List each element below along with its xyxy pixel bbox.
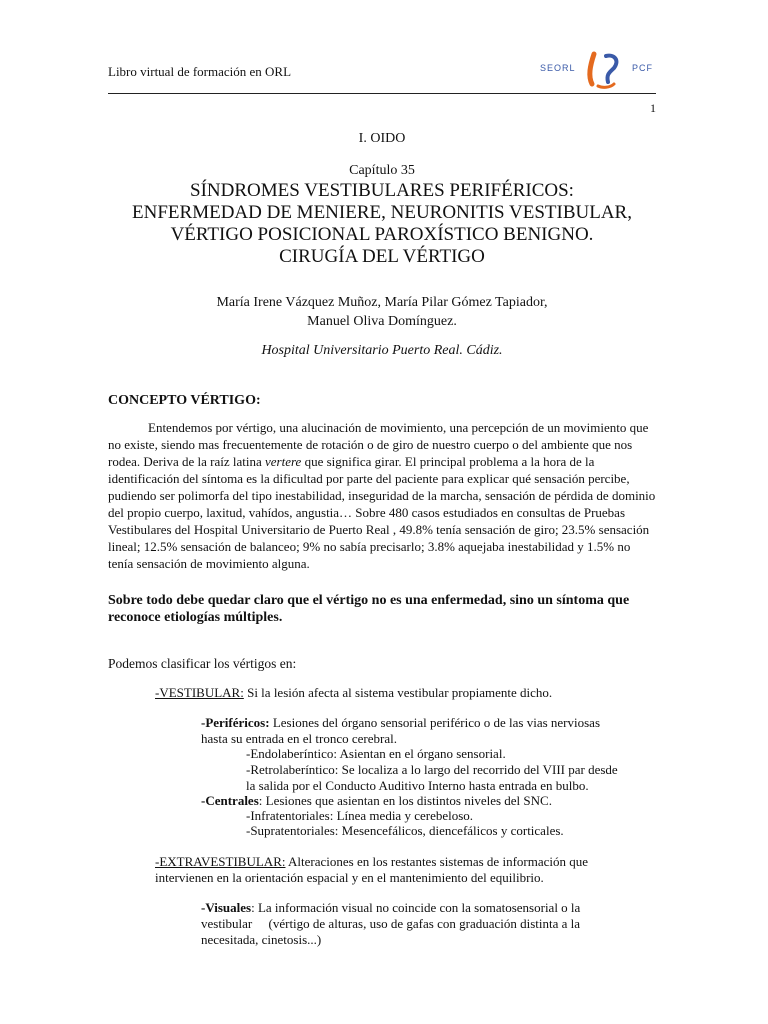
- authors-line: María Irene Vázquez Muñoz, María Pilar Gómez Tapiador,: [216, 295, 548, 310]
- retrolaberintico-item: -Retrolaberíntico: Se localiza a lo largo del recorrido del VIII par desde: [246, 762, 618, 777]
- part-label: I. OIDO: [358, 131, 406, 146]
- chapter-title: [108, 180, 656, 268]
- infratentoriales-item: -Infratentoriales: Línea media y cerebeloso.: [246, 808, 474, 823]
- page-number: 1: [650, 101, 656, 115]
- authors: [108, 293, 656, 331]
- perifericos-item: [201, 715, 600, 731]
- centrales-text: : Lesiones que asientan en los distintos niveles del SNC.: [258, 793, 552, 808]
- retrolaberintico-item-cont: la salida por el Conducto Auditivo Interno hasta entrada en bulbo.: [246, 778, 589, 793]
- perifericos-label: -Periféricos:: [201, 715, 270, 730]
- header-divider: [108, 93, 656, 94]
- concept-paragraph: [108, 419, 656, 572]
- vestibular-label: -VESTIBULAR:: [155, 685, 244, 700]
- book-title: Libro virtual de formación en ORL: [108, 64, 292, 79]
- extravestibular-label: -EXTRAVESTIBULAR:: [155, 854, 286, 869]
- extravestibular-text-cont: intervienen en la orientación espacial y en el mantenimiento del equilibrio.: [155, 870, 544, 885]
- paragraph-text: que significa girar. El principal problema a la hora de la identificación del síntoma es la dificultad por parte del paciente para explicar qué sensación percibe, pudiendo ser polimorfa del tipo inestabilidad, inseguridad de la marcha, sensación de pérdida de dominio del propio cuerpo, laxitud, vahídos, angustia… Sobre 480 casos estudiados en consultas de Pruebas Vestibulares del Hospital Universitario de Puerto Real , 49.8% tenía sensación de giro; 23.5% sensación lineal; 12.5% sensación de balanceo; 9% no sabía precisarlo; 3.8% aquejaba inestabilidad y 1.5% no tenía sensación de movimiento alguna.: [108, 454, 656, 571]
- visuales-text-cont: vestibular (vértigo de alturas, uso de gafas con graduación distinta a la: [201, 916, 581, 931]
- title-line: CIRUGÍA DEL VÉRTIGO: [279, 246, 485, 267]
- classification-intro: Podemos clasificar los vértigos en:: [108, 656, 297, 671]
- key-statement: Sobre todo debe quedar claro que el vértigo no es una enfermedad, sino un síntoma que reconoce etiologías múltiples.: [108, 593, 630, 625]
- logo-pcf-text: PCF: [632, 63, 653, 73]
- perifericos-text-cont: hasta su entrada en el tronco cerebral.: [201, 731, 397, 746]
- supratentoriales-item: -Supratentoriales: Mesencefálicos, diencefálicos y corticales.: [246, 823, 564, 838]
- chapter-label: Capítulo 35: [349, 163, 415, 178]
- visuales-text: : La información visual no coincide con la somatosensorial o la: [251, 900, 581, 915]
- vestibular-item: [155, 685, 552, 701]
- latin-term: vertere: [265, 454, 302, 469]
- endolaberintico-item: -Endolaberíntico: Asientan en el órgano sensorial.: [246, 746, 506, 761]
- title-line: ENFERMEDAD DE MENIERE, NEURONITIS VESTIBULAR,: [132, 202, 632, 223]
- title-line: VÉRTIGO POSICIONAL PAROXÍSTICO BENIGNO.: [170, 224, 594, 245]
- hospital-affiliation: Hospital Universitario Puerto Real. Cádiz.: [261, 343, 503, 358]
- visuales-text-cont: necesitada, cinetosis...): [201, 932, 322, 947]
- seorl-pcf-logo: [540, 50, 660, 90]
- extravestibular-item: [155, 854, 588, 870]
- logo-seorl-text: SEORL: [540, 63, 576, 73]
- authors-line: Manuel Oliva Domínguez.: [307, 314, 457, 329]
- vestibular-text: Si la lesión afecta al sistema vestibular propiamente dicho.: [243, 685, 553, 700]
- visuales-item: [201, 900, 580, 916]
- centrales-item: [201, 793, 552, 809]
- visuales-label: -Visuales: [201, 900, 252, 915]
- paragraph-text: Entendemos por vértigo, una alucinación de movimiento, una percepción de un movimiento que no existe, siendo mas frecuentemente de rotación o de giro de nuestro cuerpo o del ambiente que nos rodea. Deriva de la raíz latina: [108, 420, 649, 469]
- title-line: SÍNDROMES VESTIBULARES PERIFÉRICOS:: [190, 180, 574, 201]
- section-heading: CONCEPTO VÉRTIGO:: [108, 393, 261, 408]
- centrales-label: -Centrales: [201, 793, 259, 808]
- perifericos-text: Lesiones del órgano sensorial periférico o de las vias nerviosas: [269, 715, 601, 730]
- logo-mark-icon: [580, 50, 630, 90]
- extravestibular-text: Alteraciones en los restantes sistemas de información que: [285, 854, 589, 869]
